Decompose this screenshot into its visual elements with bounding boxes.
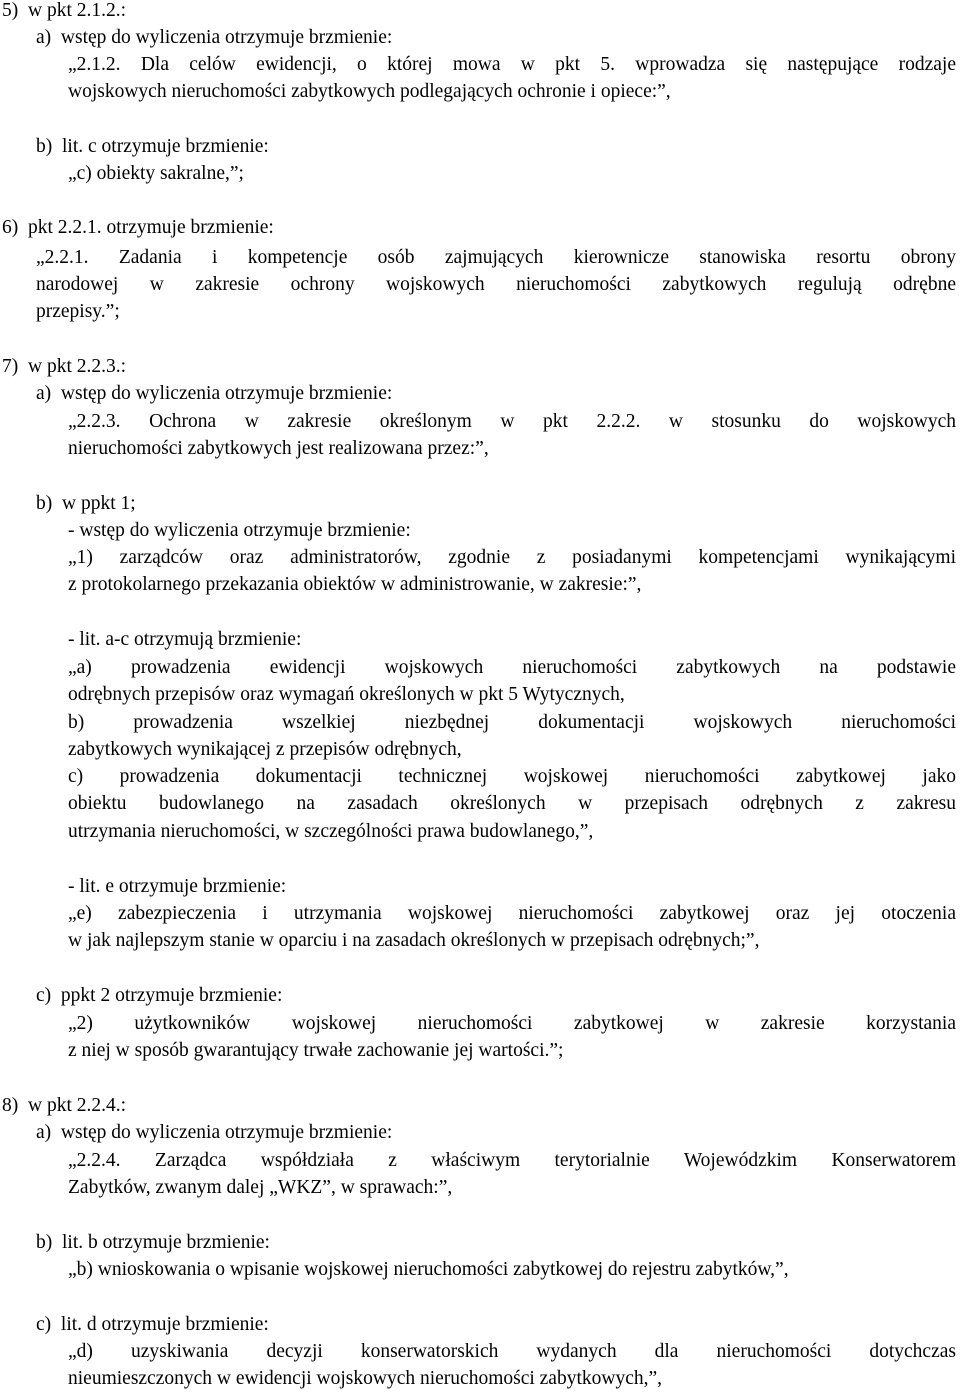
item-8-heading: 8) w pkt 2.2.4.: [2,1095,127,1116]
item-5-heading: 5) w pkt 2.1.2.: [2,0,127,21]
quote-8c-line1: „d) uzyskiwania decyzji konserwatorskich wydanych dla nieruchomości dotychczas [68,1341,956,1362]
quote-ppkt2-line2: z niej w sposób gwarantujący trwałe zachowanie jej wartości.”; [68,1040,564,1061]
quote-lit-b-line2: zabytkowych wynikającej z przepisów odrębnych, [68,739,462,760]
item-6-heading: 6) pkt 2.2.1. otrzymuje brzmienie: [2,217,274,238]
quote-lit-c-line3: utrzymania nieruchomości, w szczególności prawa budowlanego,”, [68,821,594,842]
quote-lit-a-line2: odrębnych przepisów oraz wymagań określonych w pkt 5 Wytycznych, [68,684,625,705]
quote-ppkt2-line1: „2) użytkowników wojskowej nieruchomości zabytkowej w zakresie korzystania [68,1013,956,1034]
subitem-7b-intro: - wstęp do wyliczenia otrzymuje brzmienie: [68,520,411,541]
quote-2-2-4-line1: „2.2.4. Zarządca współdziała z właściwym terytorialnie Wojewódzkim Konserwatorem [68,1150,956,1171]
quote-lit-e-line1: „e) zabezpieczenia i utrzymania wojskowej nieruchomości zabytkowej oraz jej otoczenia [68,903,956,924]
subitem-7a: a) wstęp do wyliczenia otrzymuje brzmienie: [36,383,393,404]
subitem-8c: c) lit. d otrzymuje brzmienie: [36,1314,269,1335]
quote-2-1-2-line1: „2.1.2. Dla celów ewidencji, o której mowa w pkt 5. wprowadza się następujące rodzaje [68,54,956,75]
quote-2-2-1-line3: przepisy.”; [36,301,120,322]
quote-ppkt1-line2: z protokolarnego przekazania obiektów w administrowanie, w zakresie:”, [68,574,642,595]
item-7-heading: 7) w pkt 2.2.3.: [2,356,127,377]
quote-lit-b-line1: b) prowadzenia wszelkiej niezbędnej dokumentacji wojskowych nieruchomości [68,712,956,733]
subitem-8b: b) lit. b otrzymuje brzmienie: [36,1232,270,1253]
quote-8c-line2: nieumieszczonych w ewidencji wojskowych nieruchomości zabytkowych,”, [68,1368,663,1389]
quote-2-1-2-line2: wojskowych nieruchomości zabytkowych podlegających ochronie i opiece:”, [68,81,671,102]
quote-2-2-3-line2: nieruchomości zabytkowych jest realizowana przez:”, [68,438,489,459]
quote-lit-c-line2: obiektu budowlanego na zasadach określonych w przepisach odrębnych z zakresu [68,793,956,814]
subitem-5b: b) lit. c otrzymuje brzmienie: [36,136,269,157]
quote-lit-a-line1: „a) prowadzenia ewidencji wojskowych nieruchomości zabytkowych na podstawie [68,657,956,678]
quote-8b: „b) wnioskowania o wpisanie wojskowej nieruchomości zabytkowej do rejestru zabytków,”, [68,1259,789,1280]
quote-2-2-1-line1: „2.2.1. Zadania i kompetencje osób zajmujących kierownicze stanowiska resortu obrony [36,247,956,268]
subitem-7c: c) ppkt 2 otrzymuje brzmienie: [36,985,283,1006]
quote-lit-c-line1: c) prowadzenia dokumentacji technicznej wojskowej nieruchomości zabytkowej jako [68,766,956,787]
quote-c-sakralne: „c) obiekty sakralne,”; [68,163,244,184]
subitem-7b: b) w ppkt 1; [36,493,136,514]
quote-2-2-3-line1: „2.2.3. Ochrona w zakresie określonym w pkt 2.2.2. w stosunku do wojskowych [68,411,956,432]
lit-e-heading: - lit. e otrzymuje brzmienie: [68,876,287,897]
subitem-8a: a) wstęp do wyliczenia otrzymuje brzmienie: [36,1122,393,1143]
quote-2-2-1-line2: narodowej w zakresie ochrony wojskowych nieruchomości zabytkowych regulują odrębne [36,274,956,295]
lit-a-c-heading: - lit. a-c otrzymują brzmienie: [68,629,302,650]
quote-2-2-4-line2: Zabytków, zwanym dalej „WKZ”, w sprawach:”, [68,1177,453,1198]
quote-lit-e-line2: w jak najlepszym stanie w oparciu i na zasadach określonych w przepisach odrębnych;”, [68,930,760,951]
subitem-5a: a) wstęp do wyliczenia otrzymuje brzmienie: [36,27,393,48]
quote-ppkt1-line1: „1) zarządców oraz administratorów, zgodnie z posiadanymi kompetencjami wynikającymi [68,547,956,568]
